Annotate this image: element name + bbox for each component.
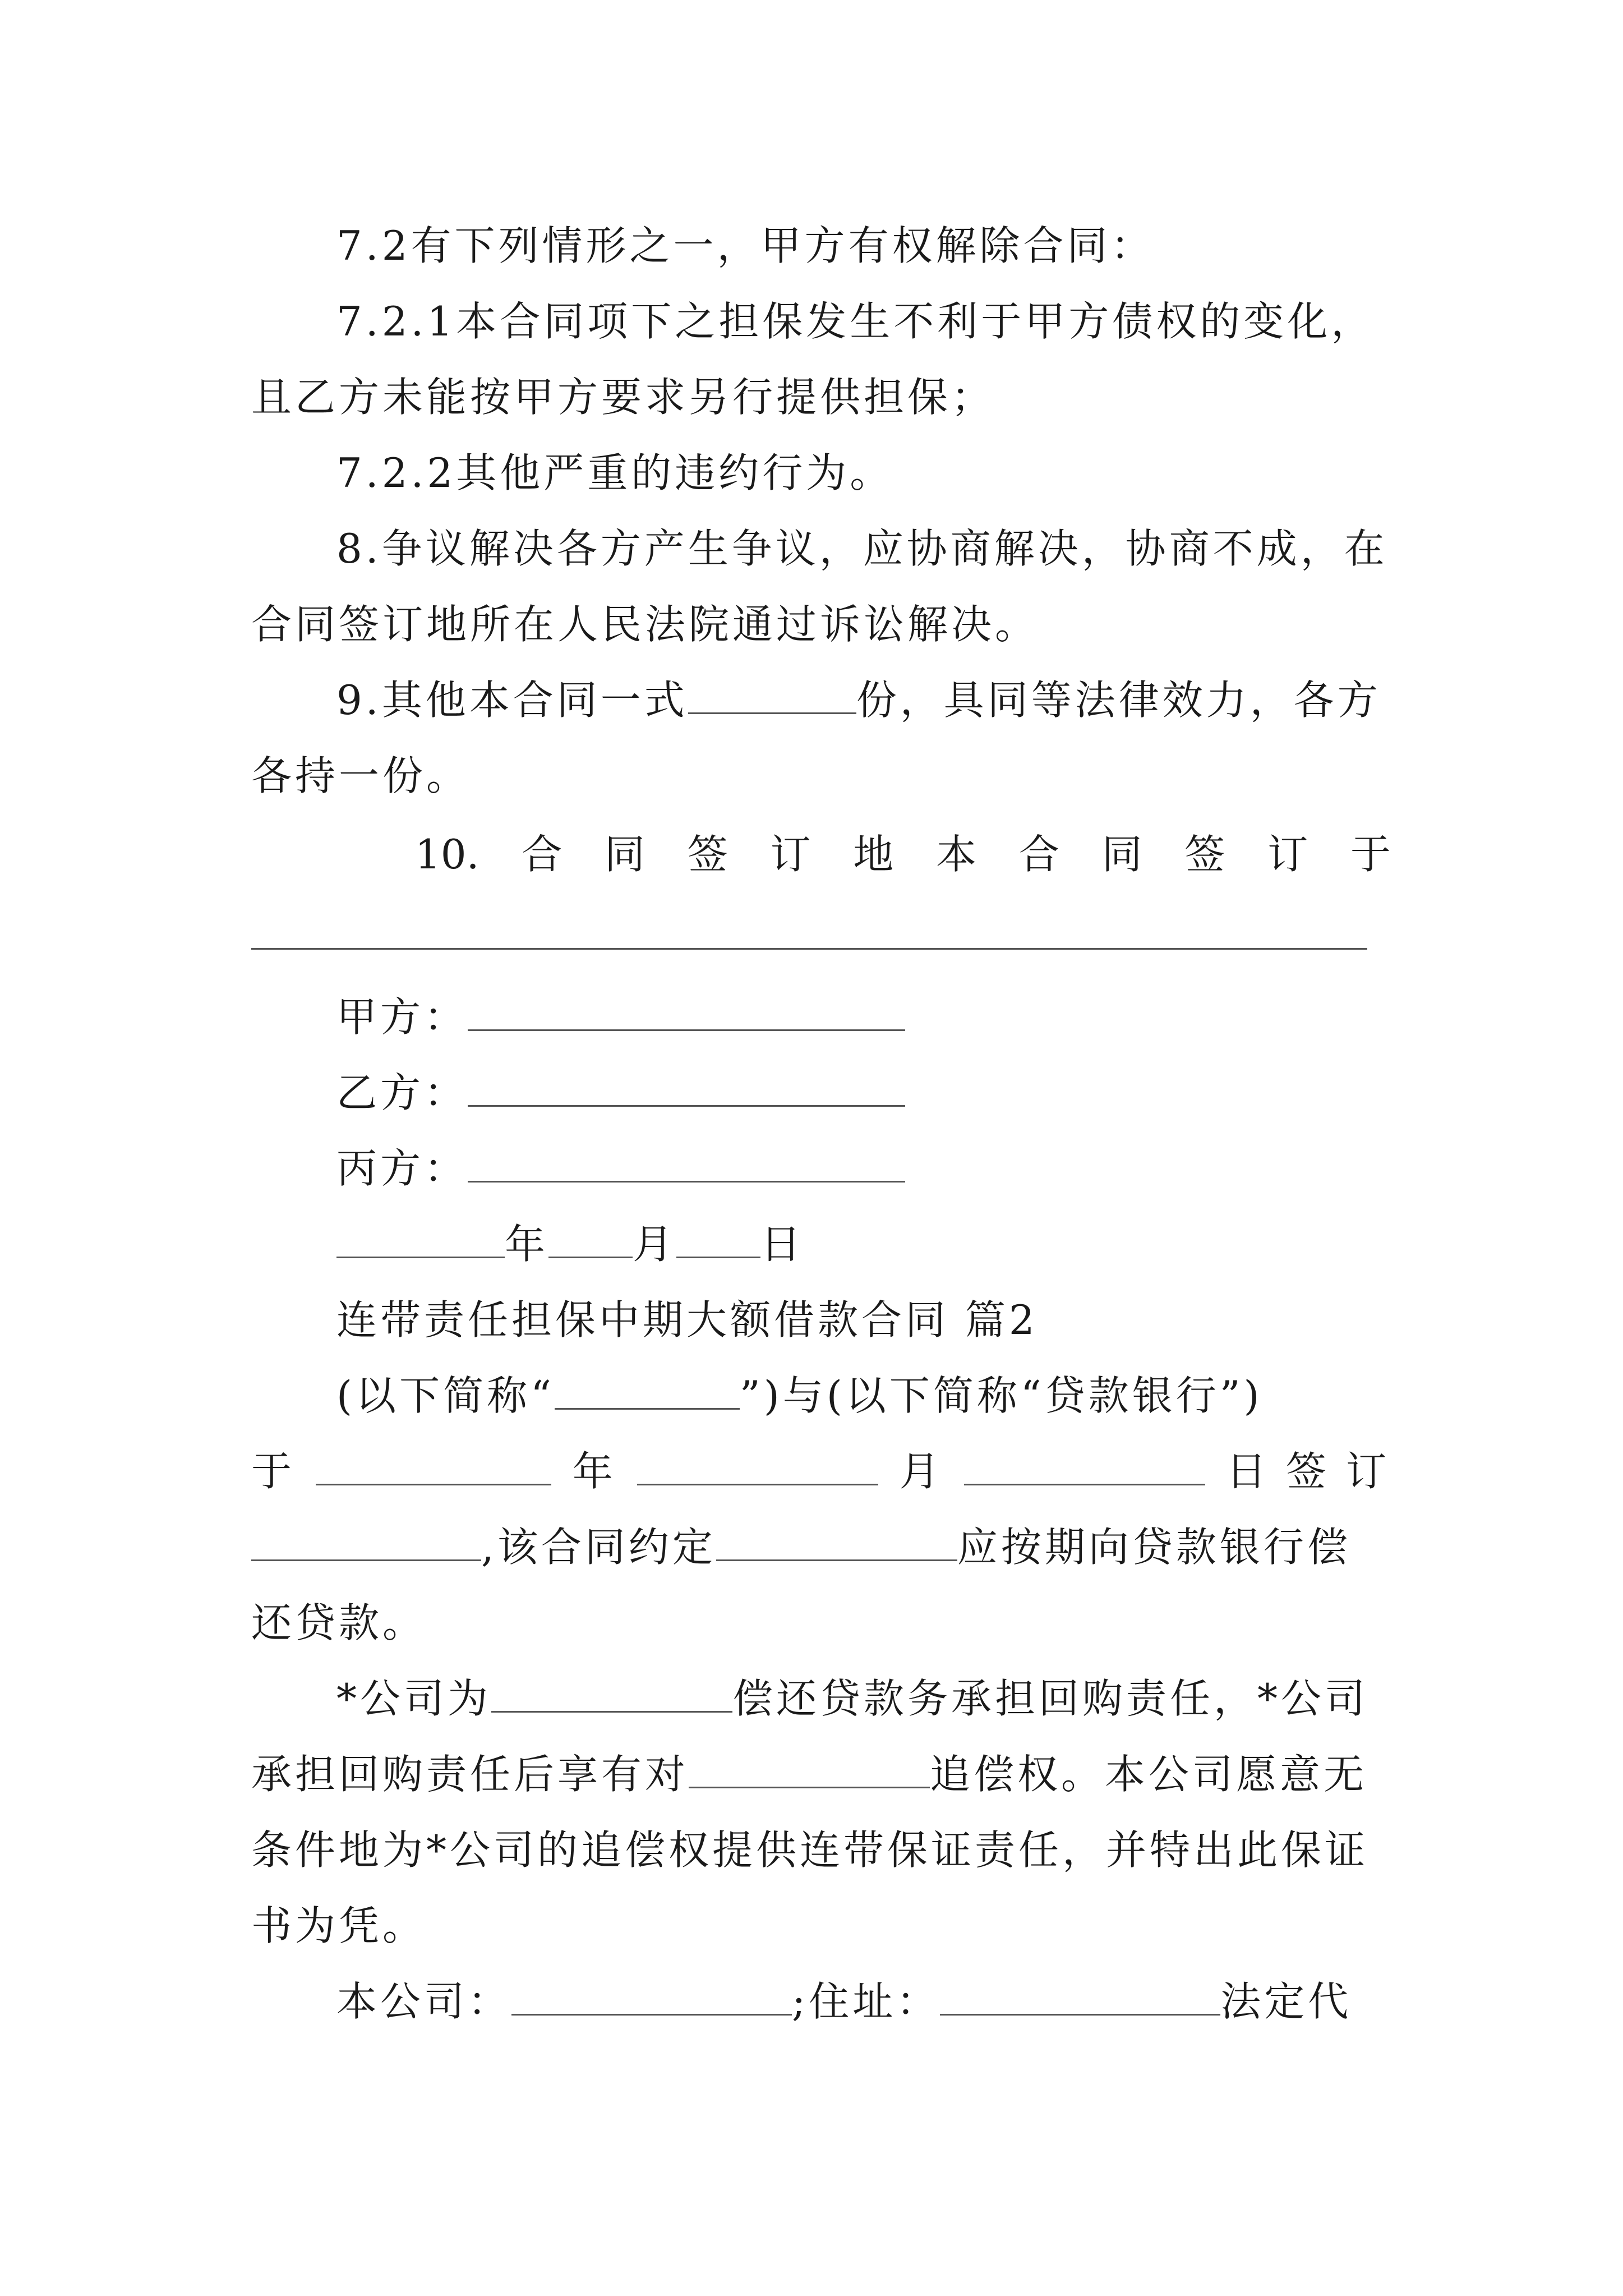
para3-line1 [336, 1672, 1475, 1726]
para3-text-c: 承担回购责任后享有对 [251, 1751, 689, 1798]
para4-line1 [336, 1975, 1475, 2028]
clause-10-char: 于 [1350, 831, 1391, 878]
para2-line1 [336, 1369, 1475, 1423]
clause-10-char: 同 [1101, 831, 1142, 878]
party-a-label: 甲方： [336, 993, 468, 1041]
para3-line3: 条件地为*公司的追偿权提供连带保证责任，并特出此保证 [251, 1826, 1369, 1874]
clause-10-char: 订 [770, 831, 811, 878]
para3-text-d: 追偿权。本公司愿意无 [930, 1751, 1368, 1798]
para2-day-blank [964, 1448, 1205, 1485]
para2-yu: 于 [251, 1448, 296, 1495]
clause-8-cont: 合同签订地所在人民法院通过诉讼解决。 [251, 601, 1039, 648]
signing-place-blank [251, 948, 1367, 950]
para2-month-blank [637, 1448, 878, 1485]
para2-month: 月 [899, 1448, 943, 1495]
clause-9-text-b: 份，具同等法律效力，各方 [856, 677, 1381, 724]
party-b-label: 乙方： [336, 1069, 468, 1116]
clause-7-2-1-cont: 且乙方未能按甲方要求另行提供担保； [251, 374, 995, 421]
clause-8: 8.争议解决各方产生争议，应协商解决，协商不成，在 [336, 525, 1388, 572]
clause-7-2-2: 7.2.2其他严重的违约行为。 [336, 449, 894, 496]
party-b-line [336, 1066, 1475, 1120]
company-label: 本公司： [336, 1978, 512, 2025]
address-blank [940, 1978, 1220, 2016]
day-label: 日 [760, 1221, 805, 1268]
legal-rep-label: 法定代 [1220, 1978, 1352, 2025]
clause-10-char: 同 [605, 831, 645, 878]
para2-line3 [251, 1520, 1390, 1574]
party-c-label: 丙方： [336, 1145, 468, 1192]
clause-10-char: 地 [853, 831, 894, 878]
clause-10-char: 订 [1267, 831, 1308, 878]
para2-text-a: (以下简称“ [336, 1372, 555, 1419]
party-c-blank [468, 1145, 905, 1182]
short-name-blank [555, 1372, 740, 1410]
company-blank [511, 1978, 792, 2016]
clause-10-char: 本 [936, 831, 977, 878]
clause-9-cont: 各持一份。 [251, 752, 471, 799]
section-title: 连带责任担保中期大额借款合同 篇2 [336, 1296, 1038, 1343]
para3-text-b: 偿还贷款务承担回购责任，*公司 [732, 1675, 1369, 1722]
para3-blank-1 [491, 1675, 732, 1713]
clause-10-char: 签 [1184, 831, 1225, 878]
para3-text-a: *公司为 [336, 1675, 492, 1722]
para2-text-b: ”)与(以下简称“贷款银行”) [739, 1372, 1263, 1419]
clause-10-char: 签 [687, 831, 728, 878]
para2-year: 年 [572, 1448, 616, 1495]
para2-line2 [251, 1444, 1390, 1498]
clause-7-2-1: 7.2.1本合同项下之担保发生不利于甲方债权的变化， [336, 298, 1375, 345]
para3-line2 [251, 1747, 1390, 1801]
year-label: 年 [505, 1221, 549, 1268]
party-a-line [336, 990, 1475, 1044]
para2-day-sign: 日 签 订 [1226, 1448, 1390, 1495]
para3-blank-2 [689, 1751, 930, 1788]
clause-10-char: 10. [415, 831, 479, 878]
para3-line4: 书为凭。 [251, 1902, 427, 1949]
month-label: 月 [633, 1221, 677, 1268]
clause-10 [415, 827, 1391, 881]
date-line [336, 1217, 1475, 1271]
para2-text-c: ,该合同约定 [481, 1524, 716, 1571]
address-label: ;住址： [792, 1978, 940, 2025]
clause-7-2: 7.2有下列情形之一，甲方有权解除合同： [336, 222, 1155, 269]
clause-9-text-a: 9.其他本合同一式 [336, 677, 688, 724]
copies-blank [688, 677, 856, 714]
clause-10-char: 合 [1018, 831, 1059, 878]
para2-line4: 还贷款。 [251, 1599, 427, 1646]
clause-10-char: 合 [522, 831, 562, 878]
para2-contract-blank [251, 1524, 481, 1561]
clause-9 [336, 673, 1475, 727]
para2-year-blank [316, 1448, 551, 1485]
para2-text-d: 应按期向贷款银行偿 [957, 1524, 1351, 1571]
party-c-line [336, 1142, 1475, 1195]
day-blank [676, 1221, 760, 1258]
para2-borrower-blank [716, 1524, 957, 1561]
party-b-blank [468, 1069, 905, 1107]
year-blank [336, 1221, 505, 1258]
month-blank [548, 1221, 633, 1258]
party-a-blank [468, 993, 905, 1031]
